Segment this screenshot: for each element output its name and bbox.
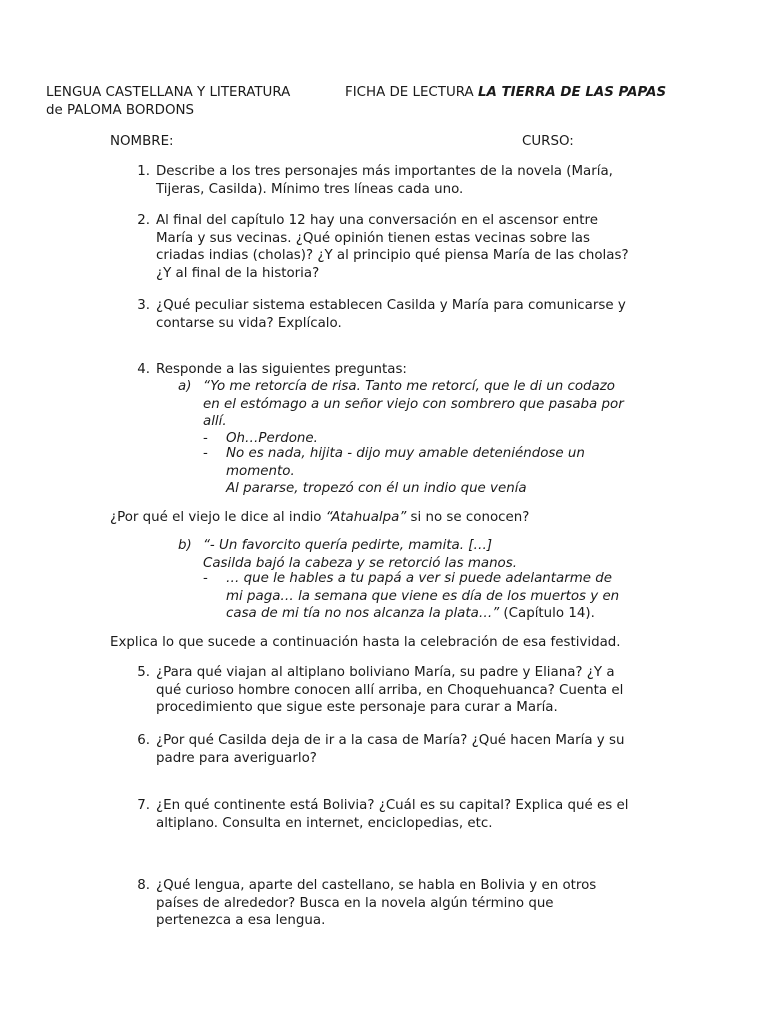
q2-number: 2. xyxy=(137,213,150,228)
q4a-quote-line: “Yo me retorcía de risa. Tanto me retorcí, que le di un codazo xyxy=(203,379,615,394)
q4b-dialogue-line: mi paga… la semana que viene es día de los muertos y en xyxy=(226,588,620,604)
q4a-dialogue-2 xyxy=(226,445,657,498)
q1-line: Describe a los tres personajes más importantes de la novela (María, xyxy=(156,164,613,179)
q6-number: 6. xyxy=(137,733,150,748)
q4-intro: Responde a las siguientes preguntas: xyxy=(156,362,407,377)
q3-text xyxy=(156,297,658,332)
q4b-dialogue-line: casa de mi tía no nos alcanza la plata…” xyxy=(226,606,500,622)
q1-number: 1. xyxy=(137,164,150,179)
q4b-quote-line: Casilda bajó la cabeza y se retorció las manos. xyxy=(203,555,517,571)
subject-heading: LENGUA CASTELLANA Y LITERATURA xyxy=(46,85,291,100)
q8-line: ¿Qué lengua, aparte del castellano, se habla en Bolivia y en otros xyxy=(156,878,597,893)
q3-number: 3. xyxy=(137,298,150,313)
q4a-question-italic: “Atahualpa” xyxy=(325,510,407,525)
q6-line: ¿Por qué Casilda deja de ir a la casa de María? ¿Qué hacen María y su xyxy=(156,733,625,748)
q4a-dialogue-line: Al pararse, tropezó con él un indio que venía xyxy=(226,481,527,497)
q8-number: 8. xyxy=(137,878,150,893)
q5-line: ¿Para qué viajan al altiplano boliviano María, su padre y Eliana? ¿Y a xyxy=(156,665,615,680)
q5-text xyxy=(156,664,658,717)
q2-line: ¿Y al final de la historia? xyxy=(156,265,320,281)
q3-line: ¿Qué peculiar sistema establecen Casilda y María para comunicarse y xyxy=(156,298,626,313)
nombre-field-label: NOMBRE: xyxy=(110,134,174,149)
q7-line: altiplano. Consulta en internet, enciclopedias, etc. xyxy=(156,815,493,831)
q6-line: padre para averiguarlo? xyxy=(156,750,317,766)
author-line: de PALOMA BORDONS xyxy=(46,103,195,118)
ficha-heading xyxy=(345,84,666,102)
q4b-dialogue-line: … que le hables a tu papá a ver si puede adelantarme de xyxy=(226,571,613,586)
q2-line: Al final del capítulo 12 hay una conversación en el ascensor entre xyxy=(156,213,598,228)
q4a-dialogue-line: momento. xyxy=(226,463,295,479)
q4a-quote xyxy=(203,378,657,431)
dash-bullet: - xyxy=(203,446,208,461)
q7-text xyxy=(156,797,658,832)
q1-line: Tijeras, Casilda). Mínimo tres líneas cada uno. xyxy=(156,181,464,197)
q4a-question-post: si no se conocen? xyxy=(406,510,530,525)
q4a-dialogue-line: No es nada, hijita - dijo muy amable deteniéndose un xyxy=(226,446,585,461)
chapter-reference: (Capítulo 14). xyxy=(499,606,595,622)
q4a-quote-line: allí. xyxy=(203,414,227,430)
q5-line: procedimiento que sigue este personaje para curar a María. xyxy=(156,700,558,716)
q6-text xyxy=(156,732,658,767)
q4b-question: Explica lo que sucede a continuación hasta la celebración de esa festividad. xyxy=(110,635,621,650)
q7-number: 7. xyxy=(137,798,150,813)
curso-field-label: CURSO: xyxy=(522,134,574,149)
q4b-dialogue-line-last xyxy=(226,605,657,623)
ficha-label: FICHA DE LECTURA xyxy=(345,85,478,100)
q2-line: criadas indias (cholas)? ¿Y al principio qué piensa María de las cholas? xyxy=(156,248,629,264)
q3-line: contarse su vida? Explícalo. xyxy=(156,315,342,331)
q2-text xyxy=(156,212,658,282)
q4b-quote xyxy=(203,537,657,572)
q4b-quote-line: “- Un favorcito quería pedirte, mamita. […] xyxy=(203,538,493,553)
q4a-quote-line: en el estómago a un señor viejo con sombrero que pasaba por xyxy=(203,396,624,412)
q5-number: 5. xyxy=(137,665,150,680)
q5-line: qué curioso hombre conocen allí arriba, en Choquehuanca? Cuenta el xyxy=(156,682,624,698)
dash-bullet: - xyxy=(203,571,208,586)
q2-line: María y sus vecinas. ¿Qué opinión tienen estas vecinas sobre las xyxy=(156,230,590,246)
dash-bullet: - xyxy=(203,431,208,446)
q4a-dialogue-1: Oh…Perdone. xyxy=(226,431,318,446)
q4a-question xyxy=(110,509,529,527)
q8-text xyxy=(156,877,658,930)
q4b-dialogue xyxy=(226,570,657,623)
book-title: LA TIERRA DE LAS PAPAS xyxy=(477,85,667,100)
q8-line: países de alrededor? Busca en la novela algún término que xyxy=(156,895,554,911)
q8-line: pertenezca a esa lengua. xyxy=(156,913,326,929)
q4-number: 4. xyxy=(137,362,150,377)
q4a-question-pre: ¿Por qué el viejo le dice al indio xyxy=(110,510,326,525)
q4a-letter: a) xyxy=(178,379,192,394)
q4b-letter: b) xyxy=(178,538,192,553)
q7-line: ¿En qué continente está Bolivia? ¿Cuál es su capital? Explica qué es el xyxy=(156,798,629,813)
q1-text xyxy=(156,163,658,198)
